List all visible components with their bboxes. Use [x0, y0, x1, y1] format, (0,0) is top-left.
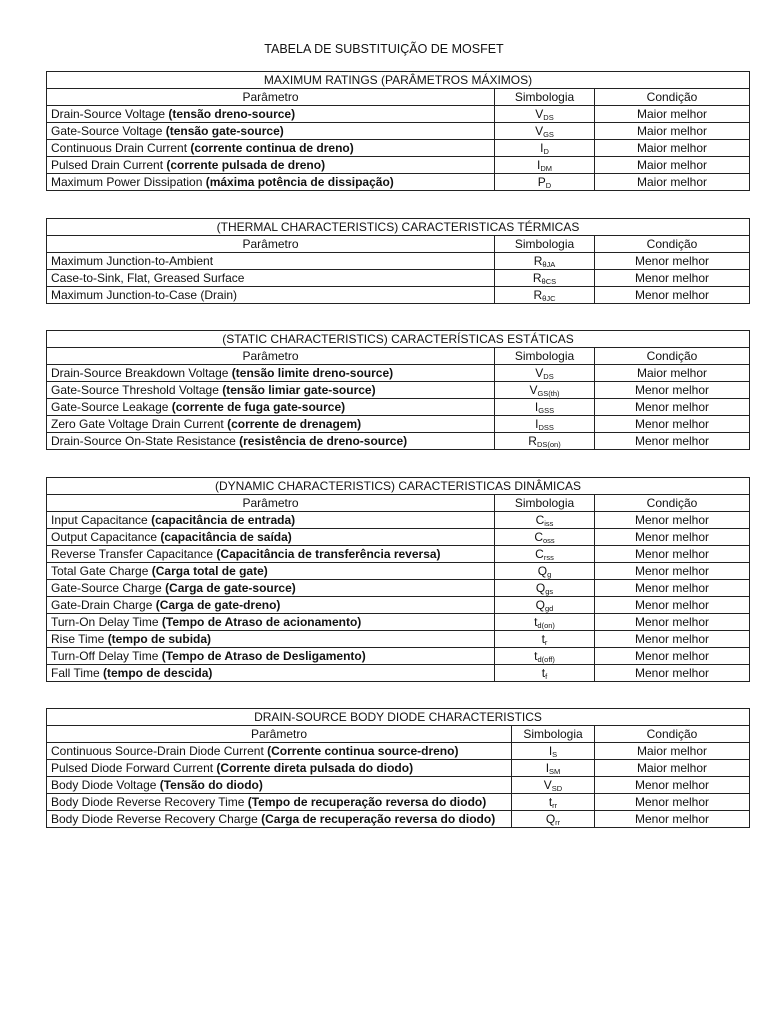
symbol-cell — [495, 174, 595, 191]
symbol-subscript: gd — [545, 603, 554, 613]
parameter-cell — [47, 580, 495, 597]
table-row — [47, 665, 750, 682]
parameter-cell — [47, 399, 495, 416]
parameter-portuguese: (tensão limite dreno-source) — [231, 365, 394, 380]
parameter-portuguese: (Carga total de gate) — [151, 563, 268, 578]
parameter-english: Gate-Source Leakage — [51, 399, 172, 414]
parameter-english: Gate-Source Voltage — [51, 123, 166, 138]
parameter-portuguese: (resistência de dreno-source) — [239, 433, 408, 448]
parameter-portuguese: (Carga de gate-dreno) — [155, 597, 281, 612]
parameter-cell — [47, 811, 512, 828]
header-row — [47, 236, 750, 253]
symbol-subscript: r — [544, 637, 548, 647]
header-symbol: Simbologia — [495, 236, 595, 253]
symbol-subscript: GS(th) — [537, 388, 560, 398]
parameter-table — [46, 71, 750, 191]
section-caption: DRAIN-SOURCE BODY DIODE CHARACTERISTICS — [47, 709, 750, 726]
symbol-subscript: iss — [544, 518, 554, 528]
symbol-cell — [495, 529, 595, 546]
symbol-cell — [512, 794, 595, 811]
symbol-subscript: θJC — [542, 293, 556, 303]
symbol-letter: C — [535, 512, 545, 527]
symbol-cell — [495, 123, 595, 140]
parameter-cell — [47, 563, 495, 580]
condition-cell: Menor melhor — [595, 777, 750, 794]
header-row — [47, 348, 750, 365]
symbol-cell — [495, 648, 595, 665]
section-caption: MAXIMUM RATINGS (PARÂMETROS MÁXIMOS) — [47, 72, 750, 89]
symbol-subscript: DS — [543, 112, 554, 122]
symbol-letter: R — [528, 433, 537, 448]
symbol-cell — [495, 416, 595, 433]
section-caption: (DYNAMIC CHARACTERISTICS) CARACTERISTICAS DINÂMICAS — [47, 478, 750, 495]
header-condition: Condição — [595, 236, 750, 253]
symbol-letter: V — [543, 777, 552, 792]
parameter-portuguese: (Tensão do diodo) — [159, 777, 263, 792]
parameter-portuguese: (tensão gate-source) — [165, 123, 284, 138]
condition-cell: Menor melhor — [595, 253, 750, 270]
parameter-portuguese: (Tempo de Atraso de acionamento) — [161, 614, 362, 629]
document-title: TABELA DE SUBSTITUIÇÃO DE MOSFET — [264, 42, 504, 56]
symbol-subscript: rr — [555, 817, 561, 827]
table-row — [47, 631, 750, 648]
symbol-letter: V — [535, 123, 544, 138]
parameter-english: Body Diode Voltage — [51, 777, 160, 792]
parameter-english: Maximum Junction-to-Ambient — [51, 253, 214, 268]
symbol-cell — [495, 382, 595, 399]
symbol-letter: I — [540, 140, 544, 155]
table-row — [47, 529, 750, 546]
symbol-cell — [495, 433, 595, 450]
parameter-cell — [47, 382, 495, 399]
symbol-cell — [495, 399, 595, 416]
parameter-portuguese: (Capacitância de transferência reversa) — [216, 546, 441, 561]
symbol-cell — [495, 106, 595, 123]
condition-cell: Menor melhor — [595, 433, 750, 450]
parameter-portuguese: (Tempo de Atraso de Desligamento) — [161, 648, 366, 663]
parameter-table — [46, 477, 750, 682]
parameter-portuguese: (corrente continua de dreno) — [190, 140, 354, 155]
parameter-cell — [47, 174, 495, 191]
symbol-subscript: oss — [543, 535, 555, 545]
header-row — [47, 726, 750, 743]
symbol-subscript: rss — [543, 552, 554, 562]
table-row — [47, 253, 750, 270]
parameter-english: Pulsed Diode Forward Current — [51, 760, 217, 775]
parameter-english: Continuous Source-Drain Diode Current — [51, 743, 268, 758]
symbol-subscript: θCS — [541, 276, 557, 286]
parameter-cell — [47, 794, 512, 811]
table-row — [47, 777, 750, 794]
symbol-subscript: SM — [549, 766, 561, 776]
parameter-portuguese: (Carga de recuperação reversa do diodo) — [261, 811, 496, 826]
parameter-cell — [47, 253, 495, 270]
symbol-letter: Q — [535, 580, 546, 595]
parameter-portuguese: (capacitância de saída) — [160, 529, 292, 544]
symbol-letter: I — [534, 399, 539, 414]
table-row — [47, 365, 750, 382]
header-parameter: Parâmetro — [47, 89, 495, 106]
section-dynamic — [46, 477, 749, 682]
header-parameter: Parâmetro — [47, 495, 495, 512]
condition-cell: Menor melhor — [595, 546, 750, 563]
table-row — [47, 270, 750, 287]
table-row — [47, 563, 750, 580]
symbol-subscript: d(off) — [537, 654, 555, 664]
symbol-subscript: θJA — [542, 259, 556, 269]
table-row — [47, 174, 750, 191]
condition-cell: Menor melhor — [595, 416, 750, 433]
parameter-cell — [47, 665, 495, 682]
symbol-cell — [512, 760, 595, 777]
parameter-portuguese: (máxima potência de dissipação) — [205, 174, 394, 189]
condition-cell: Maior melhor — [595, 123, 750, 140]
symbol-cell — [512, 743, 595, 760]
section-caption-row — [47, 331, 750, 348]
symbol-cell — [495, 665, 595, 682]
symbol-subscript: DS — [543, 371, 554, 381]
symbol-letter: t — [534, 648, 538, 663]
condition-cell: Menor melhor — [595, 794, 750, 811]
symbol-cell — [495, 287, 595, 304]
symbol-subscript: D — [543, 146, 549, 156]
condition-cell: Maior melhor — [595, 760, 750, 777]
symbol-letter: C — [534, 529, 543, 544]
table-row — [47, 760, 750, 777]
section-static — [46, 330, 749, 450]
symbol-letter: V — [535, 365, 544, 380]
parameter-cell — [47, 529, 495, 546]
table-row — [47, 416, 750, 433]
parameter-cell — [47, 597, 495, 614]
condition-cell: Maior melhor — [595, 106, 750, 123]
symbol-cell — [495, 563, 595, 580]
parameter-portuguese: (corrente pulsada de dreno) — [166, 157, 326, 172]
parameter-table — [46, 330, 750, 450]
condition-cell: Maior melhor — [595, 365, 750, 382]
parameter-portuguese: (Carga de gate-source) — [165, 580, 296, 595]
symbol-letter: R — [533, 287, 543, 302]
section-caption-row — [47, 72, 750, 89]
symbol-subscript: D — [545, 180, 552, 190]
condition-cell: Menor melhor — [595, 665, 750, 682]
symbol-letter: C — [535, 546, 544, 561]
parameter-english: Drain-Source Voltage — [51, 106, 169, 121]
parameter-cell — [47, 614, 495, 631]
symbol-subscript: GSS — [538, 405, 555, 415]
symbol-cell — [512, 811, 595, 828]
parameter-portuguese: (capacitância de entrada) — [151, 512, 296, 527]
parameter-english: Output Capacitance — [51, 529, 161, 544]
parameter-cell — [47, 106, 495, 123]
parameter-english: Drain-Source On-State Resistance — [51, 433, 240, 448]
parameter-cell — [47, 777, 512, 794]
symbol-letter: t — [541, 665, 546, 680]
parameter-portuguese: (Corrente continua source-dreno) — [267, 743, 459, 758]
parameter-english: Body Diode Reverse Recovery Charge — [51, 811, 262, 826]
section-caption-row — [47, 478, 750, 495]
symbol-cell — [495, 270, 595, 287]
table-row — [47, 123, 750, 140]
parameter-portuguese: (tempo de subida) — [107, 631, 212, 646]
symbol-letter: Q — [545, 811, 556, 826]
symbol-cell — [495, 546, 595, 563]
section-thermal — [46, 218, 749, 304]
parameter-english: Drain-Source Breakdown Voltage — [51, 365, 232, 380]
condition-cell: Menor melhor — [595, 512, 750, 529]
condition-cell: Menor melhor — [595, 631, 750, 648]
parameter-english: Fall Time — [51, 665, 104, 680]
parameter-portuguese: (tensão dreno-source) — [168, 106, 296, 121]
table-row — [47, 512, 750, 529]
table-row — [47, 433, 750, 450]
condition-cell: Maior melhor — [595, 743, 750, 760]
parameter-cell — [47, 433, 495, 450]
parameter-english: Input Capacitance — [51, 512, 152, 527]
symbol-subscript: S — [552, 749, 558, 759]
symbol-letter: I — [535, 416, 539, 431]
symbol-subscript: SD — [551, 783, 563, 793]
symbol-letter: I — [548, 743, 553, 758]
table-row — [47, 597, 750, 614]
parameter-cell — [47, 648, 495, 665]
parameter-english: Turn-Off Delay Time — [51, 648, 162, 663]
parameter-english: Pulsed Drain Current — [51, 157, 167, 172]
header-symbol: Simbologia — [512, 726, 595, 743]
parameter-table — [46, 708, 750, 828]
symbol-subscript: g — [547, 569, 552, 579]
header-row — [47, 89, 750, 106]
symbol-cell — [495, 631, 595, 648]
header-symbol: Simbologia — [495, 89, 595, 106]
table-row — [47, 648, 750, 665]
parameter-english: Body Diode Reverse Recovery Time — [51, 794, 248, 809]
symbol-subscript: GS — [543, 129, 554, 139]
symbol-letter: t — [534, 614, 538, 629]
table-row — [47, 382, 750, 399]
parameter-cell — [47, 140, 495, 157]
section-caption-row — [47, 709, 750, 726]
parameter-english: Total Gate Charge — [51, 563, 152, 578]
header-condition: Condição — [595, 89, 750, 106]
parameter-cell — [47, 365, 495, 382]
parameter-english: Reverse Transfer Capacitance — [51, 546, 217, 561]
condition-cell: Menor melhor — [595, 597, 750, 614]
condition-cell: Menor melhor — [595, 399, 750, 416]
table-row — [47, 287, 750, 304]
symbol-cell — [495, 512, 595, 529]
symbol-cell — [495, 157, 595, 174]
condition-cell: Maior melhor — [595, 157, 750, 174]
section-caption: (STATIC CHARACTERISTICS) CARACTERÍSTICAS ESTÁTICAS — [47, 331, 750, 348]
condition-cell: Menor melhor — [595, 382, 750, 399]
parameter-english: Zero Gate Voltage Drain Current — [51, 416, 228, 431]
parameter-table — [46, 218, 750, 304]
header-condition: Condição — [595, 495, 750, 512]
parameter-english: Turn-On Delay Time — [51, 614, 162, 629]
symbol-cell — [495, 614, 595, 631]
condition-cell: Menor melhor — [595, 614, 750, 631]
section-body-diode — [46, 708, 749, 828]
parameter-english: Maximum Power Dissipation — [51, 174, 206, 189]
parameter-cell — [47, 157, 495, 174]
symbol-subscript: DSS — [538, 422, 554, 432]
condition-cell: Menor melhor — [595, 529, 750, 546]
symbol-letter: Q — [537, 563, 548, 578]
parameter-portuguese: (corrente de drenagem) — [227, 416, 362, 431]
condition-cell: Maior melhor — [595, 140, 750, 157]
condition-cell: Menor melhor — [595, 580, 750, 597]
header-parameter: Parâmetro — [47, 726, 512, 743]
header-parameter: Parâmetro — [47, 348, 495, 365]
symbol-letter: Q — [535, 597, 545, 612]
symbol-subscript: f — [545, 671, 548, 681]
symbol-letter: P — [537, 174, 546, 189]
header-row — [47, 495, 750, 512]
symbol-letter: V — [529, 382, 538, 397]
header-symbol: Simbologia — [495, 348, 595, 365]
section-maximum-ratings — [46, 71, 749, 191]
parameter-cell — [47, 287, 495, 304]
table-row — [47, 614, 750, 631]
parameter-english: Rise Time — [51, 631, 108, 646]
symbol-cell — [495, 597, 595, 614]
symbol-letter: R — [532, 270, 542, 285]
section-caption-row — [47, 219, 750, 236]
parameter-cell — [47, 546, 495, 563]
condition-cell: Menor melhor — [595, 648, 750, 665]
header-parameter: Parâmetro — [47, 236, 495, 253]
symbol-subscript: DM — [540, 163, 552, 173]
symbol-subscript: DS(on) — [536, 439, 561, 449]
parameter-english: Gate-Drain Charge — [51, 597, 156, 612]
table-row — [47, 140, 750, 157]
symbol-subscript: gs — [545, 586, 554, 596]
symbol-letter: t — [541, 631, 545, 646]
parameter-english: Continuous Drain Current — [51, 140, 191, 155]
parameter-cell — [47, 743, 512, 760]
condition-cell: Menor melhor — [595, 270, 750, 287]
table-row — [47, 106, 750, 123]
symbol-letter: I — [536, 157, 541, 172]
parameter-cell — [47, 760, 512, 777]
parameter-portuguese: (tensão limiar gate-source) — [222, 382, 376, 397]
symbol-subscript: d(on) — [537, 620, 555, 630]
parameter-portuguese: (corrente de fuga gate-source) — [171, 399, 346, 414]
table-row — [47, 399, 750, 416]
symbol-cell — [495, 580, 595, 597]
parameter-english: Case-to-Sink, Flat, Greased Surface — [51, 270, 245, 285]
table-row — [47, 580, 750, 597]
parameter-cell — [47, 123, 495, 140]
symbol-cell — [495, 140, 595, 157]
table-row — [47, 794, 750, 811]
table-row — [47, 811, 750, 828]
condition-cell: Menor melhor — [595, 287, 750, 304]
symbol-cell — [512, 777, 595, 794]
header-symbol: Simbologia — [495, 495, 595, 512]
condition-cell: Maior melhor — [595, 174, 750, 191]
parameter-cell — [47, 270, 495, 287]
symbol-letter: I — [545, 760, 550, 775]
parameter-portuguese: (tempo de descida) — [103, 665, 213, 680]
symbol-cell — [495, 365, 595, 382]
symbol-letter: t — [548, 794, 553, 809]
table-row — [47, 157, 750, 174]
condition-cell: Menor melhor — [595, 563, 750, 580]
parameter-portuguese: (Corrente direta pulsada do diodo) — [216, 760, 414, 775]
parameter-english: Gate-Source Threshold Voltage — [51, 382, 223, 397]
parameter-cell — [47, 512, 495, 529]
table-row — [47, 546, 750, 563]
symbol-subscript: rr — [552, 800, 558, 810]
header-condition: Condição — [595, 348, 750, 365]
symbol-cell — [495, 253, 595, 270]
parameter-cell — [47, 631, 495, 648]
header-condition: Condição — [595, 726, 750, 743]
parameter-cell — [47, 416, 495, 433]
section-caption: (THERMAL CHARACTERISTICS) CARACTERISTICAS TÉRMICAS — [47, 219, 750, 236]
table-row — [47, 743, 750, 760]
parameter-english: Gate-Source Charge — [51, 580, 166, 595]
condition-cell: Menor melhor — [595, 811, 750, 828]
parameter-portuguese: (Tempo de recuperação reversa do diodo) — [247, 794, 487, 809]
parameter-english: Maximum Junction-to-Case (Drain) — [51, 287, 238, 302]
symbol-letter: V — [535, 106, 544, 121]
symbol-letter: R — [533, 253, 543, 268]
